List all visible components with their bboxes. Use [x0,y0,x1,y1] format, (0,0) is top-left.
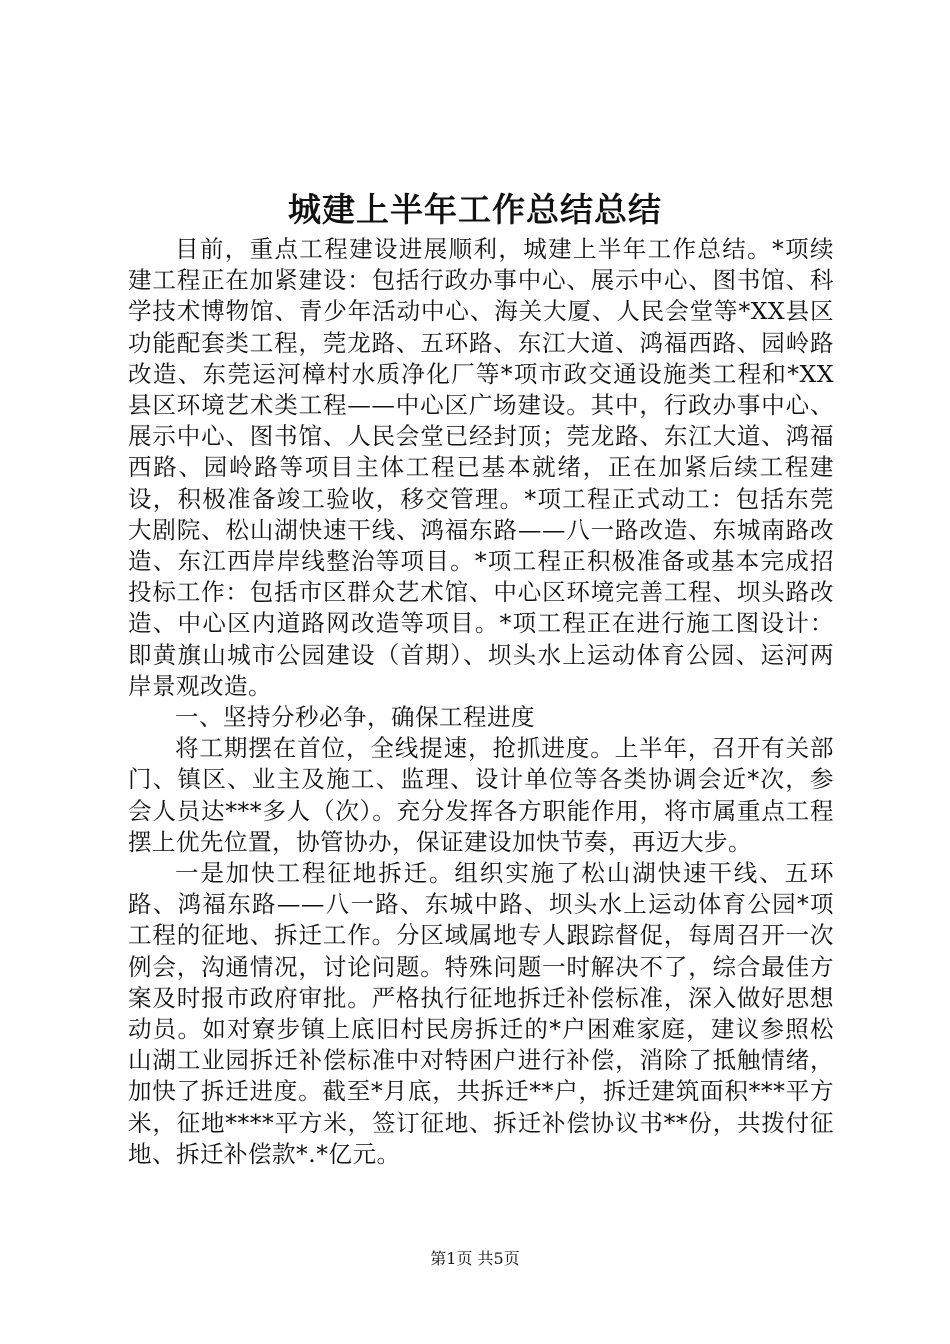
paragraph-intro: 目前，重点工程建设进展顺利，城建上半年工作总结。*项续建工程正在加紧建设：包括行政办事中心、展示中心、图书馆、科学技术博物馆、青少年活动中心、海关大厦、人民会堂等*XX县区功能配套类工程，莞龙路、五环路、东江大道、鸿福西路、园岭路改造、东莞运河樟村水质净化厂等*项市政交通设施类工程和*XX县区环境艺术类工程——中心区广场建设。其中，行政办事中心、展示中心、图书馆、人民会堂已经封顶；莞龙路、东江大道、鸿福西路、园岭路等项目主体工程已基本就绪，正在加紧后续工程建设，积极准备竣工验收，移交管理。*项工程正式动工：包括东莞大剧院、松山湖快速干线、鸿福东路——八一路改造、东城南路改造、东江西岸岸线整治等项目。*项工程正积极准备或基本完成招投标工作：包括市区群众艺术馆、中心区环境完善工程、坝头路改造、中心区内道路网改造等项目。*项工程正在进行施工图设计：即黄旗山城市公园建设（首期）、坝头水上运动体育公园、运河两岸景观改造。 [128,235,834,700]
paragraph-land-acquisition: 一是加快工程征地拆迁。组织实施了松山湖快速干线、五环路、鸿福东路——八一路、东城中路、坝头水上运动体育公园*项工程的征地、拆迁工作。分区域属地专人跟踪督促，每周召开一次例会，沟通情况，讨论问题。特殊问题一时解决不了，综合最佳方案及时报市政府审批。严格执行征地拆迁补偿标准，深入做好思想动员。如对寮步镇上底旧村民房拆迁的*户困难家庭，建议参照松山湖工业园拆迁补偿标准中对特困户进行补偿，消除了抵触情绪，加快了拆迁进度。截至*月底，共拆迁**户，拆迁建筑面积***平方米，征地****平方米，签订征地、拆迁补偿协议书**份，共拨付征地、拆迁补偿款*.*亿元。 [128,859,834,1168]
document-title: 城建上半年工作总结总结 [288,190,662,229]
section-heading: 一、坚持分秒必争，确保工程进度 [175,703,535,732]
paragraph-schedule: 将工期摆在首位，全线提速，抢抓进度。上半年，召开有关部门、镇区、业主及施工、监理、设计单位等各类协调会近*次，参会人员达***多人（次）。充分发挥各方职能作用，将市属重点工程摆上优先位置，协管协办，保证建设加快节奏，再迈大步。 [128,734,834,856]
document-body [128,234,834,1170]
page-footer: 第1页 共5页 [430,1249,520,1268]
